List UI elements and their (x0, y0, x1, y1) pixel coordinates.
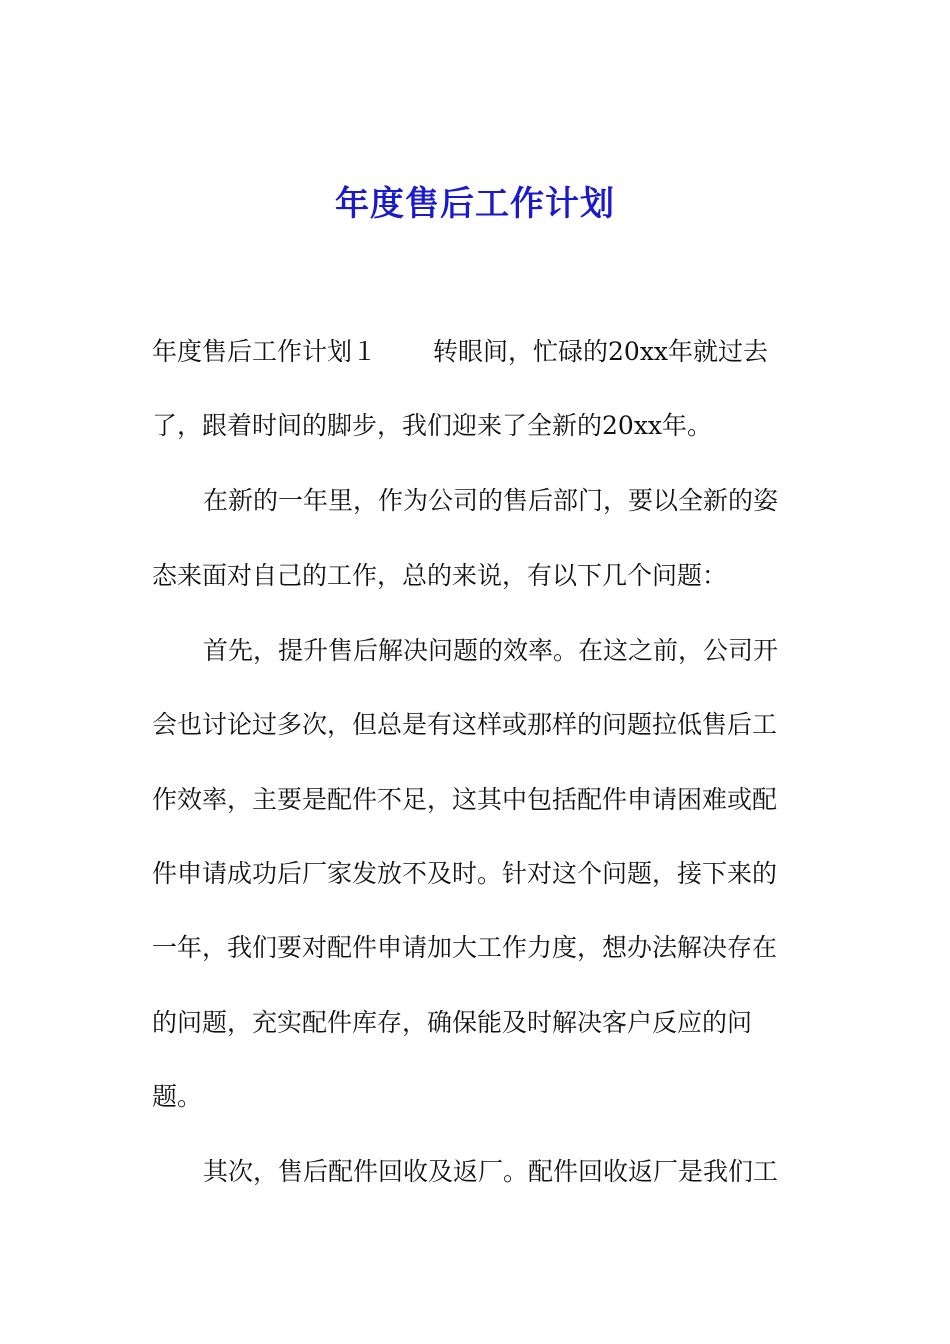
paragraph-line-4: 态来面对自己的工作，总的来说，有以下几个问题： (152, 561, 728, 590)
section-heading: 年度售后工作计划１ (152, 337, 378, 366)
paragraph-line-3: 在新的一年里，作为公司的售后部门，要以全新的姿 (203, 486, 779, 515)
paragraph-line-2: 了，跟着时间的脚步，我们迎来了全新的20xx年。 (152, 411, 713, 440)
paragraph-line-5: 首先，提升售后解决问题的效率。在这之前，公司开 (203, 636, 779, 665)
paragraph-line-12: 其次，售后配件回收及返厂。配件回收返厂是我们工 (203, 1157, 779, 1186)
paragraph-line-7: 作效率，主要是配件不足，这其中包括配件申请困难或配 (152, 785, 778, 814)
paragraph-text: 转眼间，忙碌的20xx年就过去 (433, 337, 769, 366)
document-title: 年度售后工作计划 (335, 184, 615, 224)
paragraph-line-10: 的问题，充实配件库存，确保能及时解决客户反应的问 (152, 1008, 753, 1037)
paragraph-line-8: 件申请成功后厂家发放不及时。针对这个问题，接下来的 (152, 859, 778, 888)
paragraph-line-1 (152, 332, 768, 372)
paragraph-line-9: 一年，我们要对配件申请加大工作力度，想办法解决存在 (152, 933, 778, 962)
paragraph-line-11: 题。 (152, 1082, 203, 1111)
paragraph-line-6: 会也讨论过多次，但总是有这样或那样的问题拉低售后工 (152, 710, 778, 739)
